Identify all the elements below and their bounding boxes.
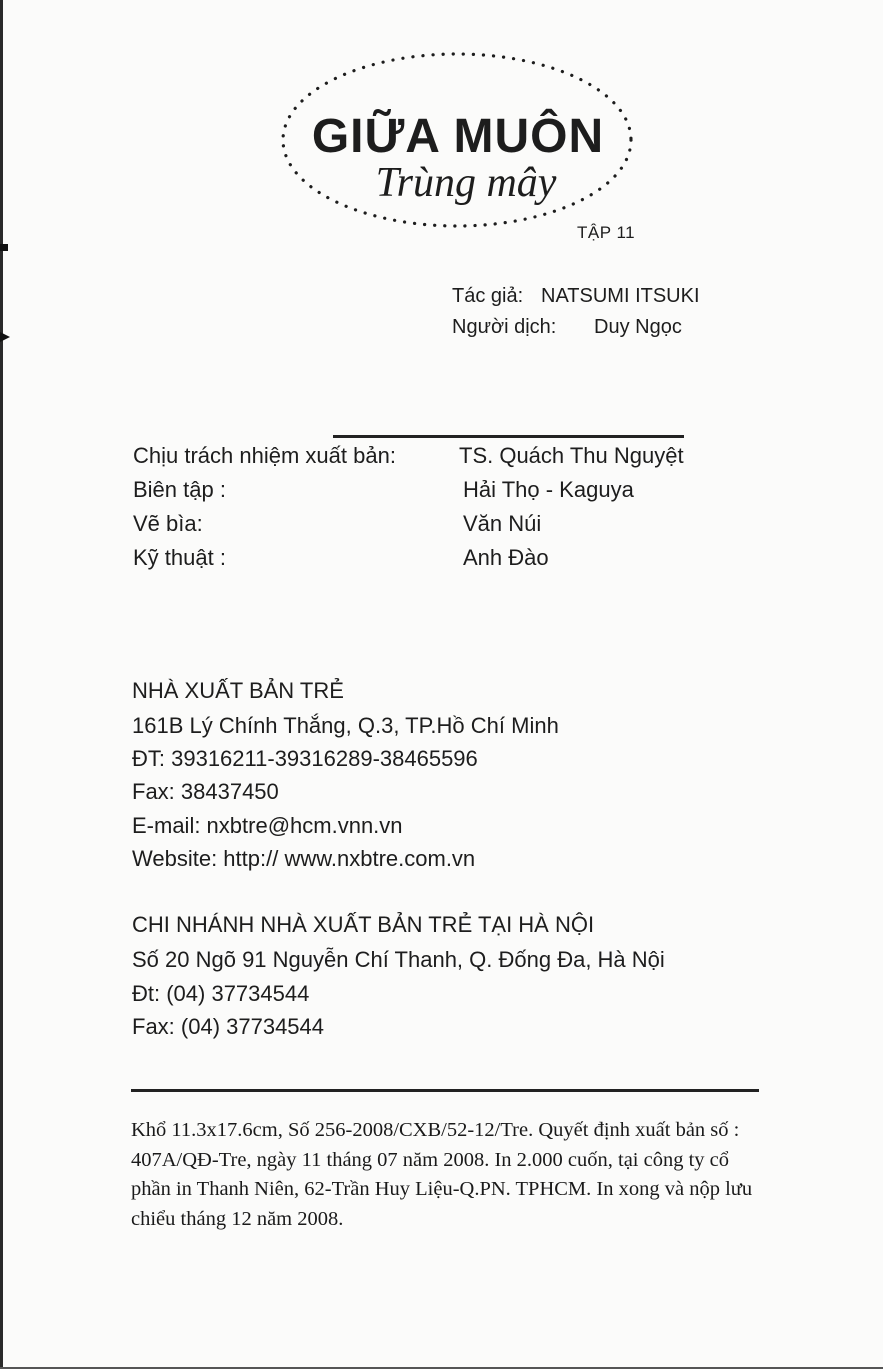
colophon-text: Khổ 11.3x17.6cm, Số 256-2008/CXB/52-12/Tre. Quyết định xuất bản số : 407A/QĐ-Tre, ngày 11 tháng 07 năm 2008. In 2.000 cuốn, tại công ty cổ phần in Thanh Niên, 62-Trần Huy Liệu-Q.PN. TPHCM. In xong và nộp lưu chiểu tháng 12 năm 2008. <box>131 1119 753 1230</box>
title-line1: GIỮA MUÔN <box>311 110 605 163</box>
author-name: NATSUMI ITSUKI <box>541 285 700 307</box>
staff-label-editor: Biên tập : <box>133 477 226 502</box>
staff-label-publisher-responsible: Chịu trách nhiệm xuất bản: <box>133 443 396 468</box>
title-line2: Trùng mây <box>375 160 557 206</box>
binding-arrow-mark <box>0 332 10 342</box>
publisher-email: E-mail: nxbtre@hcm.vnn.vn <box>132 813 403 838</box>
branch-fax: Fax: (04) 37734544 <box>132 1014 325 1039</box>
staff-label-technical: Kỹ thuật : <box>133 545 226 570</box>
page-edge-left <box>0 0 3 1369</box>
branch-name: CHI NHÁNH NHÀ XUẤT BẢN TRẺ TẠI HÀ NỘI <box>132 912 595 937</box>
staff-value-technical: Anh Đào <box>463 545 549 570</box>
publisher-phone: ĐT: 39316211-39316289-38465596 <box>132 746 478 771</box>
staff-value-editor: Hải Thọ - Kaguya <box>463 477 634 502</box>
staff-label-cover-artist: Vẽ bìa: <box>133 511 203 536</box>
translator-label: Người dịch: <box>452 316 557 338</box>
staff-value-cover-artist: Văn Núi <box>463 511 542 536</box>
divider-top <box>333 435 684 438</box>
staff-value-publisher-responsible: TS. Quách Thu Nguyệt <box>459 443 684 468</box>
binding-mark <box>0 244 8 251</box>
branch-address: Số 20 Ngõ 91 Nguyễn Chí Thanh, Q. Đống Đa, Hà Nội <box>132 947 665 972</box>
publisher-fax: Fax: 38437450 <box>132 779 279 804</box>
translator-name: Duy Ngọc <box>594 316 682 338</box>
volume-number: TẬP 11 <box>577 223 636 242</box>
divider-bottom <box>131 1089 759 1092</box>
title-logo <box>276 48 638 233</box>
publisher-address: 161B Lý Chính Thắng, Q.3, TP.Hồ Chí Minh <box>132 713 559 738</box>
publisher-website: Website: http:// www.nxbtre.com.vn <box>132 846 476 871</box>
branch-phone: Đt: (04) 37734544 <box>132 981 310 1006</box>
publisher-name: NHÀ XUẤT BẢN TRẺ <box>132 678 344 703</box>
author-label: Tác giả: <box>452 285 524 307</box>
